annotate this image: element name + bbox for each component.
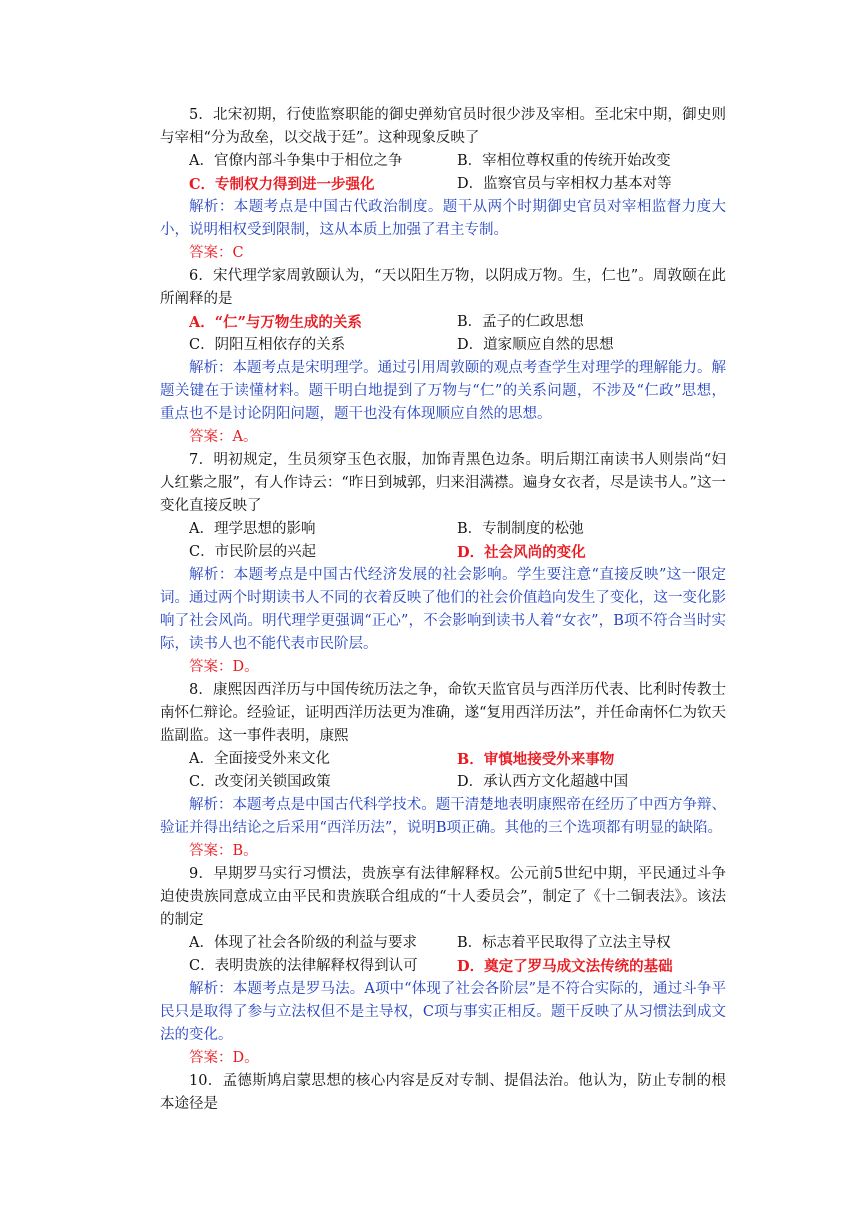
answer: 答案：D。 [189,1050,259,1066]
question-stem: 7．明初规定，生员须穿玉色衣服，加饰青黑色边条。明后期江南读书人则崇尚“妇人红紫之服”，有人作诗云：“昨日到城郭，归来泪满襟。遍身女衣者，尽是读书人。”这一变化直接反映了 [160,452,726,514]
option-b: B．宰相位尊权重的传统开始改变 [457,153,671,169]
analysis: 解析：本题考点是罗马法。A项中“体现了社会各阶层”是不符合实际的，通过斗争平民只是取得了参与立法权但不是主导权，C项与事实正相反。题干反映了从习惯法到成文法的变化。 [160,981,726,1043]
answer: 答案：D。 [189,659,259,675]
question-stem: 10．孟德斯鸠启蒙思想的核心内容是反对专制、提倡法治。他认为，防止专制的根本途径是 [160,1073,726,1112]
options [160,150,726,196]
question-9 [160,863,726,1070]
question-stem: 5．北宋初期，行使监察职能的御史弹劾官员时很少涉及宰相。至北宋中期，御史则与宰相“分为敌垒，以交战于廷”。这种现象反映了 [160,107,726,146]
analysis: 解析：本题考点是宋明理学。通过引用周敦颐的观点考查学生对理学的理解能力。解题关键在于读懂材料。题干明白地提到了万物与“仁”的关系问题，不涉及“仁政”思想，重点也不是讨论阴阳问题，题干也没有体现顺应自然的思想。 [160,360,726,422]
analysis: 解析：本题考点是中国古代科学技术。题干清楚地表明康熙帝在经历了中西方争辩、验证并得出结论之后采用“西洋历法”，说明B项正确。其他的三个选项都有明显的缺陷。 [160,797,726,836]
option-d-correct: D．奠定了罗马成文法传统的基础 [457,958,673,975]
answer: 答案：C [189,245,244,261]
option-a-correct: A．“仁”与万物生成的关系 [189,314,362,331]
analysis: 解析：本题考点是中国古代经济发展的社会影响。学生要注意“直接反映”这一限定词。通过两个时期读书人不同的衣着反映了他们的社会价值趋向发生了变化，这一变化影响了社会风尚。明代理学更强调“正心”，不会影响到读书人着“女衣”，B项不符合当时实际，读书人也不能代表市民阶层。 [160,567,726,652]
option-b: B．孟子的仁政思想 [457,314,584,330]
option-a: A．官僚内部斗争集中于相位之争 [189,153,403,169]
option-c-correct: C．专制权力得到进一步强化 [189,176,375,193]
option-b: B．标志着平民取得了立法主导权 [457,935,671,951]
options [160,311,726,357]
option-c: C．表明贵族的法律解释权得到认可 [189,958,418,974]
exam-page [160,104,726,1116]
option-c: C．市民阶层的兴起 [189,544,317,560]
option-d: D．承认西方文化超越中国 [457,774,629,790]
option-b-correct: B．审慎地接受外来事物 [457,751,615,768]
options [160,518,726,564]
options [160,748,726,794]
question-stem: 9．早期罗马实行习惯法，贵族享有法律解释权。公元前5世纪中期，平民通过斗争迫使贵族同意成立由平民和贵族联合组成的“十人委员会”，制定了《十二铜表法》。该法的制定 [160,866,726,928]
option-d: D．监察官员与宰相权力基本对等 [457,176,672,192]
question-10 [160,1070,726,1116]
question-5 [160,104,726,265]
answer: 答案：B。 [189,843,258,859]
option-a: A．理学思想的影响 [189,521,316,537]
option-c: C．改变闭关锁国政策 [189,774,331,790]
option-d-correct: D．社会风尚的变化 [457,544,586,561]
options [160,932,726,978]
question-6 [160,265,726,449]
option-b: B．专制制度的松弛 [457,521,584,537]
question-7 [160,449,726,679]
question-stem: 8．康熙因西洋历与中国传统历法之争，命钦天监官员与西洋历代表、比利时传教士南怀仁辩论。经验证，证明西洋历法更为准确，遂“复用西洋历法”，并任命南怀仁为钦天监副监。这一事件表明，康熙 [160,682,726,744]
analysis: 解析：本题考点是中国古代政治制度。题干从两个时期御史官员对宰相监督力度大小，说明相权受到限制，这从本质上加强了君主专制。 [160,199,726,238]
question-stem: 6．宋代理学家周敦颐认为，“天以阳生万物，以阴成万物。生，仁也”。周敦颐在此所阐释的是 [160,268,726,307]
option-c: C．阴阳互相依存的关系 [189,337,346,353]
option-a: A．体现了社会各阶级的利益与要求 [189,935,417,951]
option-d: D．道家顺应自然的思想 [457,337,614,353]
option-a: A．全面接受外来文化 [189,751,330,767]
answer: 答案：A。 [189,429,258,445]
question-8 [160,679,726,863]
